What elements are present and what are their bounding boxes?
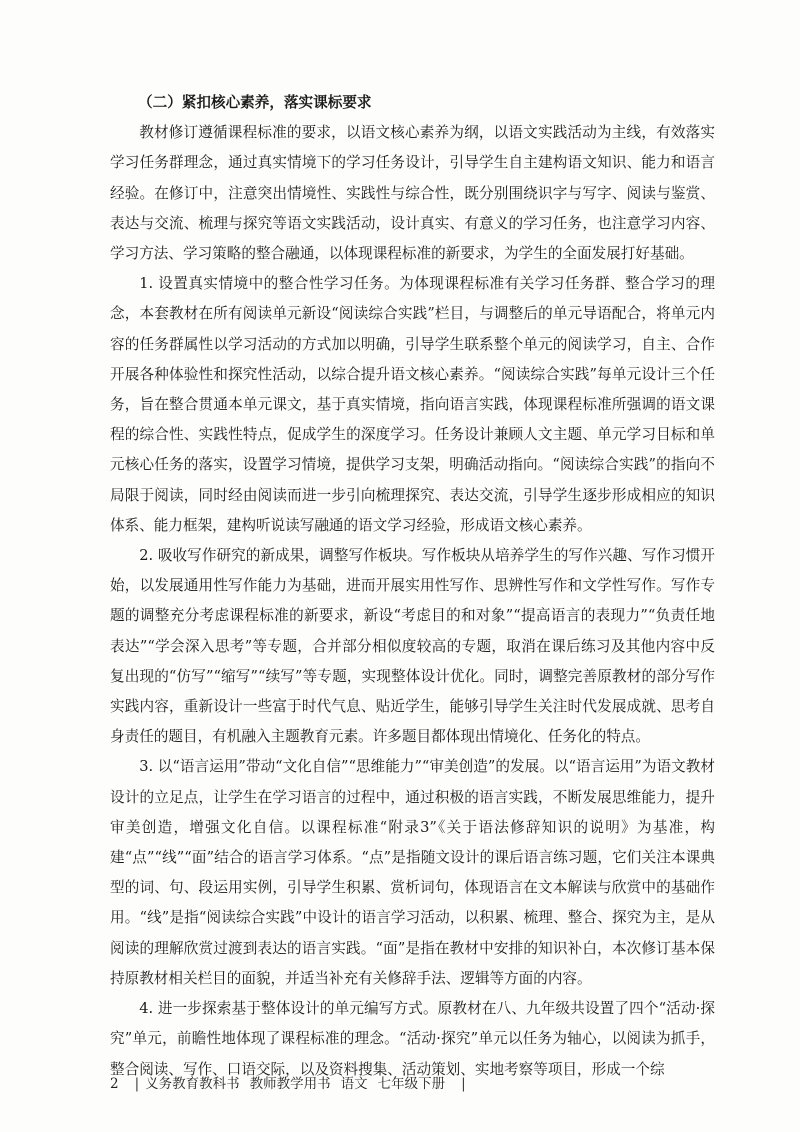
footer-grade: 七年级下册 bbox=[377, 1076, 446, 1092]
footer-divider: | bbox=[134, 1076, 140, 1092]
footer-series: 义务教育教科书 bbox=[145, 1076, 240, 1092]
page-footer bbox=[110, 1074, 710, 1094]
section-heading: （二）紧扣核心素养，落实课标要求 bbox=[138, 94, 372, 111]
paragraph-item-3: 3. 以“语言运用”带动“文化自信”“思维能力”“审美创造”的发展。以“语言运用”为语文教材设计的立足点，让学生在学习语言的过程中，通过积极的语言实践，不断发展思维能力，提升审美创造，增强文化自信。以课程标准“附录3”《关于语法修辞知识的说明》为基准，构建“点”“线”“面”结合的语言学习体系。“点”是指随文设计的课后语言练习题，它们关注本课典型的词、句、段运用实例，引导学生积累、赏析词句，体现语言在文本解读与欣赏中的基础作用。“线”是指“阅读综合实践”中设计的语言学习活动，以积累、梳理、整合、探究为主，是从阅读的理解欣赏过渡到表达的语言实践。“面”是指在教材中安排的知识补白，本次修订基本保持原教材相关栏目的面貌，并适当补充有关修辞手法、逻辑等方面的内容。 bbox=[110, 758, 715, 987]
paragraph-item-1: 1. 设置真实情境中的整合性学习任务。为体现课程标准有关学习任务群、整合学习的理念，本套教材在所有阅读单元新设“阅读综合实践”栏目，与调整后的单元导语配合，将单元内容的任务群属性以学习活动的方式加以明确，引导学生联系整个单元的阅读学习，自主、合作开展各种体验性和探究性活动，以综合提升语文核心素养。“阅读综合实践”每单元设计三个任务，旨在整合贯通本单元课文，基于真实情境，指向语言实践，体现课程标准所强调的语文课程的综合性、实践性特点，促成学生的深度学习。任务设计兼顾人文主题、单元学习目标和单元核心任务的落实，设置学习情境，提供学习支架，明确活动指向。“阅读综合实践”的指向不局限于阅读，同时经由阅读而进一步引向梳理探究、表达交流，引导学生逐步形成相应的知识体系、能力框架，建构听说读写融通的语文学习经验，形成语文核心素养。 bbox=[110, 275, 715, 534]
footer-book-type: 教师教学用书 bbox=[249, 1076, 331, 1092]
paragraph-item-4: 4. 进一步探索基于整体设计的单元编写方式。原教材在八、九年级共设置了四个“活动·探究”单元，前瞻性地体现了课程标准的理念。“活动·探究”单元以任务为轴心，以阅读为抓手，整合阅读、写作、口语交际，以及资料搜集、活动策划、实地考察等项目，形成一个综 bbox=[110, 1000, 715, 1078]
page-body bbox=[110, 88, 715, 1085]
paragraph-intro: 教材修订遵循课程标准的要求，以语文核心素养为纲，以语文实践活动为主线，有效落实学习任务群理念，通过真实情境下的学习任务设计，引导学生自主建构语文知识、能力和语言经验。在修订中，注意突出情境性、实践性与综合性，既分别围绕识字与写字、阅读与鉴赏、表达与交流、梳理与探究等语文实践活动，设计真实、有意义的学习任务，也注意学习内容、学习方法、学习策略的整合融通，以体现课程标准的新要求，为学生的全面发展打好基础。 bbox=[110, 124, 715, 263]
footer-subject: 语文 bbox=[340, 1076, 368, 1092]
footer-divider-end: | bbox=[461, 1076, 466, 1092]
page-number: 2 bbox=[110, 1076, 119, 1092]
paragraph-item-2: 2. 吸收写作研究的新成果，调整写作板块。写作板块从培养学生的写作兴趣、写作习惯开始，以发展通用性写作能力为基础，进而开展实用性写作、思辨性写作和文学性写作。写作专题的调整充分考虑课程标准的新要求，新设“考虑目的和对象”“提高语言的表现力”“负责任地表达”“学会深入思考”等专题，合并部分相似度较高的专题，取消在课后练习及其他内容中反复出现的“仿写”“缩写”“续写”等专题，实现整体设计优化。同时，调整完善原教材的部分写作实践内容，重新设计一些富于时代气息、贴近学生，能够引导学生关注时代发展成就、思考自身责任的题目，有机融入主题教育元素。许多题目都体现出情境化、任务化的特点。 bbox=[110, 547, 715, 746]
